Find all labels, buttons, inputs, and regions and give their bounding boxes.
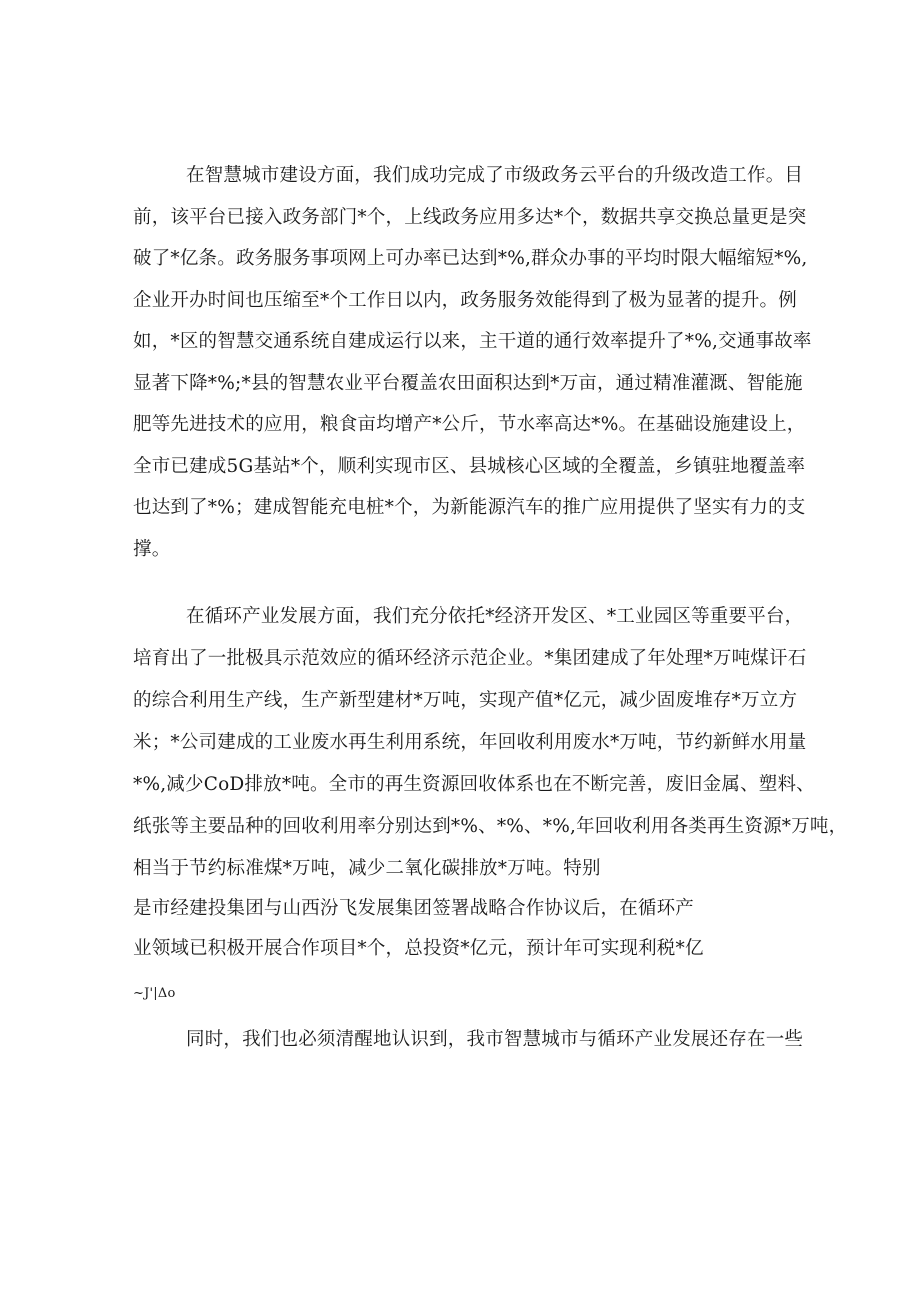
paragraph-line: 肥等先进技术的应用，粮食亩均增产*公斤，节水率高达*%。在基础设施建设上， (133, 414, 806, 435)
paragraph-line: *%,减少CoD排放*吨。全市的再生资源回收体系也在不断完善，废旧金属、塑料、 (133, 774, 815, 795)
paragraph-line: 纸张等主要品种的回收利用率分别达到*%、*%、*%,年回收利用各类再生资源*万吨， (133, 816, 848, 837)
paragraph-line-fragment: ~J'|Δo (133, 986, 176, 1001)
paragraph-line: 显著下降*%;*县的智慧农业平台覆盖农田面积达到*万亩，通过精准灌溉、智能施 (133, 373, 803, 394)
paragraph-line: 也达到了*%；建成智能充电桩*个，为新能源汽车的推广应用提供了坚实有力的支 (133, 497, 806, 518)
paragraph-line: 在智慧城市建设方面，我们成功完成了市级政务云平台的升级改造工作。目 (186, 165, 804, 186)
paragraph-line: 前，该平台已接入政务部门*个，上线政务应用多达*个，数据共享交换总量更是突 (133, 207, 807, 228)
paragraph-line: 在循环产业发展方面，我们充分依托*经济开发区、*工业园区等重要平台， (186, 606, 804, 627)
paragraph-line: 全市已建成5G基站*个，顺利实现市区、县城核心区域的全覆盖，乡镇驻地覆盖率 (133, 456, 806, 477)
paragraph-line: 如，*区的智慧交通系统自建成运行以来，主干道的通行效率提升了*%,交通事故率 (133, 331, 812, 352)
paragraph-line: 同时，我们也必须清醒地认识到，我市智慧城市与循环产业发展还存在一些 (186, 1029, 804, 1050)
paragraph-line: 是市经建投集团与山西汾飞发展集团签署战略合作协议后，在循环产 (133, 898, 695, 919)
paragraph-line: 撑。 (133, 539, 171, 560)
paragraph-line: 业领域已积极开展合作项目*个，总投资*亿元，预计年可实现利税*亿 (133, 938, 704, 959)
paragraph-line: 米；*公司建成的工业废水再生利用系统，年回收利用废水*万吨，节约新鲜水用量 (133, 732, 807, 753)
paragraph-line: 破了*亿条。政务服务事项网上可办率已达到*%,群众办事的平均时限大幅缩短*%, (133, 248, 808, 269)
paragraph-line: 的综合利用生产线，生产新型建材*万吨，实现产值*亿元，减少固废堆存*万立方 (133, 690, 798, 711)
paragraph-line: 培育出了一批极具示范效应的循环经济示范企业。*集团建成了年处理*万吨煤讦石 (133, 648, 807, 669)
paragraph-line: 企业开办时间也压缩至*个工作日以内，政务服务效能得到了极为显著的提升。例 (133, 290, 797, 311)
paragraph-line: 相当于节约标准煤*万吨，减少二氧化碳排放*万吨。特别 (133, 858, 601, 879)
